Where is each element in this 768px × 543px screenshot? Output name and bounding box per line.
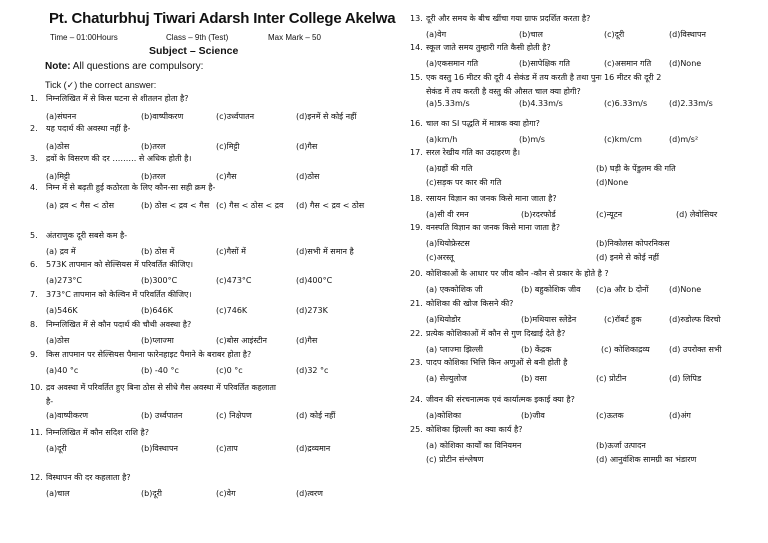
answer-option[interactable]: (c)सड़क पर कार की गति bbox=[426, 178, 502, 187]
question bbox=[410, 14, 590, 24]
question-text: जीवन की संरचनात्मक एवं कार्यात्मक इकाई क्या है? bbox=[426, 395, 575, 404]
question bbox=[410, 329, 565, 339]
answer-option[interactable]: (d) लिपिड bbox=[669, 374, 702, 383]
question-number: 19. bbox=[410, 223, 423, 232]
answer-option[interactable]: (c)अरस्तू bbox=[426, 253, 454, 262]
answer-option[interactable]: (d) गैस < द्रव < ठोस bbox=[296, 201, 365, 210]
question-number: 22. bbox=[410, 329, 423, 338]
question-number: 3. bbox=[30, 154, 38, 163]
answer-option[interactable]: (a)km/h bbox=[426, 135, 458, 144]
answer-option[interactable]: (a) द्रव < गैस < ठोस bbox=[46, 201, 115, 210]
answer-option[interactable]: (c)473°C bbox=[216, 276, 252, 285]
question bbox=[30, 428, 149, 438]
answer-option[interactable]: (a)थियोफ्रेस्टस bbox=[426, 239, 470, 248]
question-text: यह पदार्थ की अवस्था नहीं है- bbox=[46, 124, 131, 133]
question-text: एक वस्तु 16 मीटर की दूरी 4 सेकंड में तय करती है तथा पुनः 16 मीटर की दूरी 2 bbox=[426, 73, 662, 82]
question-number: 7. bbox=[30, 290, 38, 299]
answer-option[interactable]: (b)रदरफोर्ड bbox=[521, 210, 556, 219]
answer-option[interactable]: (b) ठोस < द्रव < गैस bbox=[141, 201, 210, 210]
max-mark: Max Mark – 50 bbox=[268, 33, 321, 42]
question bbox=[410, 73, 661, 83]
answer-option[interactable]: (c)746K bbox=[216, 306, 248, 315]
question bbox=[30, 290, 192, 300]
option-row bbox=[426, 178, 756, 188]
question-number: 18. bbox=[410, 194, 423, 203]
question bbox=[410, 119, 540, 129]
question-text: वनस्पति विज्ञान का जनक किसे माना जाता है? bbox=[426, 223, 560, 232]
option-row bbox=[46, 489, 386, 499]
answer-option[interactable]: (d)इनमें से कोई नहीं bbox=[296, 112, 357, 121]
question-text: द्रवों के विसरण की दर ……… से अधिक होती है। bbox=[46, 154, 192, 163]
answer-option[interactable]: (a)546K bbox=[46, 306, 78, 315]
question-number: 24. bbox=[410, 395, 423, 404]
question bbox=[30, 124, 130, 134]
question-number: 13. bbox=[410, 14, 423, 23]
answer-option[interactable]: (d)None bbox=[596, 178, 629, 187]
question-text: निम्नलिखित में से कौन पदार्थ की चौथी अवस्था है? bbox=[46, 320, 192, 329]
option-row bbox=[426, 239, 756, 249]
question-number: 20. bbox=[410, 269, 423, 278]
question-text: अंतराणुक दूरी सबसे कम है- bbox=[46, 231, 128, 240]
answer-option[interactable]: (d)400°C bbox=[296, 276, 333, 285]
option-row bbox=[426, 30, 766, 40]
answer-option[interactable]: (c)मिट्टी bbox=[216, 142, 240, 151]
answer-option[interactable]: (c)ऊतक bbox=[596, 411, 624, 420]
question-text: दूरी और समय के बीच खींचा गया ग्राफ प्रदर्शित करता है? bbox=[426, 14, 591, 23]
question-number: 4. bbox=[30, 183, 38, 192]
question-text-continued: है- bbox=[46, 397, 54, 406]
question bbox=[410, 299, 513, 309]
question bbox=[30, 320, 191, 330]
answer-option[interactable]: (d)द्रव्यमान bbox=[296, 444, 331, 453]
answer-option[interactable]: (d)2.33m/s bbox=[669, 99, 713, 108]
answer-option[interactable]: (c)उर्ध्वपातन bbox=[216, 112, 255, 121]
question-number: 2. bbox=[30, 124, 38, 133]
answer-option[interactable]: (c) कोशिकाद्रव्य bbox=[601, 345, 650, 354]
question-number: 16. bbox=[410, 119, 423, 128]
question-number: 21. bbox=[410, 299, 423, 308]
answer-option[interactable]: (c)km/cm bbox=[604, 135, 642, 144]
answer-option[interactable]: (a)चाल bbox=[46, 489, 70, 498]
answer-option[interactable]: (b)जीव bbox=[521, 411, 545, 420]
answer-option[interactable]: (b)प्लाज्मा bbox=[141, 336, 174, 345]
question-text: सरल रेखीय गति का उदाहरण है। bbox=[426, 148, 520, 157]
note-text: All questions are compulsory: bbox=[72, 61, 204, 72]
answer-option[interactable]: (b)646K bbox=[141, 306, 173, 315]
option-row bbox=[426, 210, 766, 220]
answer-option[interactable]: (c)असमान गति bbox=[604, 59, 652, 68]
option-row bbox=[426, 99, 766, 109]
question bbox=[30, 473, 131, 483]
question bbox=[410, 194, 557, 204]
option-row bbox=[46, 201, 386, 211]
option-row bbox=[46, 336, 386, 346]
answer-option[interactable]: (b)तरल bbox=[141, 172, 166, 181]
answer-option[interactable]: (c)0 °c bbox=[216, 366, 243, 375]
question-number: 10. bbox=[30, 383, 43, 392]
answer-option[interactable]: (b) ठोस में bbox=[141, 247, 175, 256]
note-label: Note: bbox=[45, 61, 71, 72]
answer-option[interactable]: (a) प्लाज्मा झिल्ली bbox=[426, 345, 483, 354]
answer-option[interactable]: (a)सी वी रमन bbox=[426, 210, 469, 219]
question bbox=[30, 383, 276, 393]
answer-option[interactable]: (c)ताप bbox=[216, 444, 238, 453]
question-number: 17. bbox=[410, 148, 423, 157]
answer-option[interactable]: (b) -40 °c bbox=[141, 366, 179, 375]
answer-option[interactable]: (b) वसा bbox=[521, 374, 547, 383]
option-row bbox=[46, 276, 386, 286]
answer-option[interactable]: (c)वेग bbox=[216, 489, 236, 498]
answer-option[interactable]: (d)सभी में समान है bbox=[296, 247, 354, 256]
answer-option[interactable]: (b)मथियास स्लेडेन bbox=[521, 315, 577, 324]
answer-option[interactable]: (a)ठोस bbox=[46, 142, 70, 151]
option-row bbox=[46, 411, 386, 421]
option-row bbox=[426, 59, 766, 69]
option-row bbox=[46, 142, 386, 152]
answer-option[interactable]: (a) एककोशिक जी bbox=[426, 285, 483, 294]
answer-option[interactable]: (c) निक्षेपण bbox=[216, 411, 252, 420]
answer-option[interactable]: (a)मिट्टी bbox=[46, 172, 70, 181]
answer-option[interactable]: (b) बहुकोशिक जीव bbox=[521, 285, 581, 294]
question bbox=[410, 358, 567, 368]
answer-option[interactable]: (d)ठोस bbox=[296, 172, 320, 181]
answer-option[interactable]: (d)विस्थापन bbox=[669, 30, 706, 39]
question-text: चाल का SI पद्धति में मात्रक क्या होगा? bbox=[426, 119, 540, 128]
question bbox=[30, 154, 191, 164]
question-text: 573K तापमान को सेल्सियस में परिवर्तित कीजिए। bbox=[46, 260, 194, 269]
answer-option[interactable]: (a)273°C bbox=[46, 276, 82, 285]
answer-option[interactable]: (b)वाष्पीकरण bbox=[141, 112, 184, 121]
answer-option[interactable]: (b)m/s bbox=[519, 135, 545, 144]
question bbox=[410, 223, 560, 233]
answer-option[interactable]: (c)गैसों में bbox=[216, 247, 246, 256]
question bbox=[30, 183, 215, 193]
answer-option[interactable]: (b)4.33m/s bbox=[519, 99, 563, 108]
question bbox=[30, 260, 193, 270]
option-row bbox=[46, 247, 386, 257]
question-text: द्रव अवस्था में परिवर्तित हुए बिना ठोस से सीधे गैस अवस्था में परिवर्तित कहलाता bbox=[46, 383, 276, 392]
answer-option[interactable]: (b)सापेक्षिक गति bbox=[519, 59, 570, 68]
option-row bbox=[426, 345, 766, 355]
exam-time: Time – 01:00Hours bbox=[50, 33, 118, 42]
question bbox=[410, 269, 609, 279]
question-text: कोशिकाओं के आधार पर जीव कौन -कौन से प्रकार के होते है ? bbox=[426, 269, 609, 278]
answer-option[interactable]: (c)न्यूटन bbox=[596, 210, 623, 219]
question-number: 1. bbox=[30, 94, 38, 103]
question-number: 14. bbox=[410, 43, 423, 52]
option-row bbox=[426, 164, 756, 174]
question bbox=[30, 350, 251, 360]
answer-option[interactable]: (a) द्रव में bbox=[46, 247, 76, 256]
answer-option[interactable]: (b)चाल bbox=[519, 30, 543, 39]
question bbox=[410, 43, 551, 53]
answer-option[interactable]: (a)5.33m/s bbox=[426, 99, 470, 108]
option-row bbox=[46, 444, 386, 454]
answer-option[interactable]: (a)वाष्पीकरण bbox=[46, 411, 89, 420]
question-number: 5. bbox=[30, 231, 38, 240]
answer-option[interactable]: (b)300°C bbox=[141, 276, 178, 285]
answer-option[interactable]: (d)गैस bbox=[296, 336, 318, 345]
answer-option[interactable]: (a)ग्रहों की गति bbox=[426, 164, 473, 173]
answer-option[interactable]: (b) घड़ी के पेंडुलम की गति bbox=[596, 164, 676, 173]
question-text: प्रत्येक कोशिकाओं में कौन से गुण दिखाई देते है? bbox=[426, 329, 566, 338]
answer-option[interactable]: (a)एकसमान गति bbox=[426, 59, 479, 68]
answer-option[interactable]: (d) कोई नहीं bbox=[296, 411, 336, 420]
question-text: स्कूल जाते समय तुम्हारी गति कैसी होती है? bbox=[426, 43, 551, 52]
answer-option[interactable]: (c) प्रोटीन संश्लेषण bbox=[426, 455, 484, 464]
option-row bbox=[426, 441, 756, 451]
question bbox=[30, 231, 127, 241]
answer-option[interactable]: (a)संघनन bbox=[46, 112, 77, 121]
option-row bbox=[426, 374, 766, 384]
question bbox=[410, 425, 522, 435]
option-row bbox=[426, 285, 766, 295]
answer-option[interactable]: (a)ठोस bbox=[46, 336, 70, 345]
answer-option[interactable]: (d)अंग bbox=[669, 411, 691, 420]
option-row bbox=[426, 455, 756, 465]
answer-option[interactable]: (b) केंद्रक bbox=[521, 345, 552, 354]
answer-option[interactable]: (b)ऊर्जा उत्पादन bbox=[596, 441, 646, 450]
question bbox=[410, 395, 575, 405]
answer-option[interactable]: (d)त्वरण bbox=[296, 489, 323, 498]
instruction: Tick (✓) the correct answer: bbox=[45, 80, 157, 90]
question-text: कोशिका झिल्ली का क्या कार्य है? bbox=[426, 425, 523, 434]
option-row bbox=[46, 306, 386, 316]
question-number: 11. bbox=[30, 428, 43, 437]
answer-option[interactable]: (d)गैस bbox=[296, 142, 318, 151]
answer-option[interactable]: (c)गैस bbox=[216, 172, 237, 181]
answer-option[interactable]: (a)कोशिका bbox=[426, 411, 462, 420]
question-text: विस्थापन की दर कहलाता है? bbox=[46, 473, 131, 482]
question-text: किस तापमान पर सेल्सियस पैमाना फारेनहाइट पैमाने के बराबर होता है? bbox=[46, 350, 252, 359]
option-row bbox=[426, 135, 766, 145]
question-text: 373°C तापमान को केल्विन में परिवर्तित कीजिए। bbox=[46, 290, 192, 299]
answer-option[interactable]: (c)6.33m/s bbox=[604, 99, 648, 108]
answer-option[interactable]: (c) गैस < ठोस < द्रव bbox=[216, 201, 284, 210]
school-name: Pt. Chaturbhuj Tiwari Adarsh Inter College Akelwa bbox=[49, 10, 396, 27]
answer-option[interactable]: (d)32 °c bbox=[296, 366, 329, 375]
question-number: 9. bbox=[30, 350, 38, 359]
question-text-continued: सेकंड में तय करती है वस्तु की औसत चाल क्या होगी? bbox=[426, 87, 581, 96]
answer-option[interactable]: (a)थियोडोर bbox=[426, 315, 461, 324]
answer-option[interactable]: (d) इनमे से कोई नहीं bbox=[596, 253, 659, 262]
question bbox=[410, 148, 520, 158]
question-number: 8. bbox=[30, 320, 38, 329]
note bbox=[45, 61, 203, 72]
answer-option[interactable]: (d)None bbox=[669, 59, 702, 68]
answer-option[interactable]: (a)40 °c bbox=[46, 366, 79, 375]
question-text: निम्न में से बढ़ती हुई कठोरता के लिए कौन-सा सही क्रम है- bbox=[46, 183, 216, 192]
question-number: 23. bbox=[410, 358, 423, 367]
answer-option[interactable]: (a)दूरी bbox=[46, 444, 67, 453]
question-number: 25. bbox=[410, 425, 423, 434]
option-row bbox=[46, 366, 386, 376]
answer-option[interactable]: (b) उर्ध्वपातन bbox=[141, 411, 183, 420]
answer-option[interactable]: (a) कोशिका कार्यों का विनियमन bbox=[426, 441, 522, 450]
subject-title: Subject – Science bbox=[149, 45, 239, 57]
answer-option[interactable]: (a) सेल्युलोज bbox=[426, 374, 467, 383]
option-row bbox=[426, 411, 766, 421]
answer-option[interactable]: (d)273K bbox=[296, 306, 328, 315]
option-row bbox=[426, 315, 766, 325]
question-text: निम्नलिखित में कौन सदिश राशि है? bbox=[46, 428, 149, 437]
answer-option[interactable]: (d) उपरोक्त सभी bbox=[669, 345, 722, 354]
exam-class: Class – 9th (Test) bbox=[166, 33, 229, 42]
question-number: 6. bbox=[30, 260, 38, 269]
answer-option[interactable]: (d)m/s² bbox=[669, 135, 699, 144]
answer-option[interactable]: (c)बोस आइंस्टीन bbox=[216, 336, 267, 345]
answer-option[interactable]: (c)दूरी bbox=[604, 30, 625, 39]
question-number: 12. bbox=[30, 473, 43, 482]
answer-option[interactable]: (a)वेग bbox=[426, 30, 447, 39]
question-number: 15. bbox=[410, 73, 423, 82]
answer-option[interactable]: (b)निकोलस कोपरनिकस bbox=[596, 239, 670, 248]
answer-option[interactable]: (c) प्रोटीन bbox=[596, 374, 627, 383]
answer-option[interactable]: (b)विस्थापन bbox=[141, 444, 178, 453]
answer-option[interactable]: (c)a और b दोनों bbox=[596, 285, 649, 294]
question bbox=[30, 94, 189, 104]
option-row bbox=[426, 253, 756, 263]
answer-option[interactable]: (d) लेवोसियर bbox=[676, 210, 718, 219]
option-row bbox=[46, 172, 386, 182]
question-text: निम्नलिखित में से किस घटना से शीतलन होता है? bbox=[46, 94, 189, 103]
answer-option[interactable]: (b)दूरी bbox=[141, 489, 162, 498]
option-row bbox=[46, 112, 386, 122]
question-text: पादप कोशिका भित्ति किन अणुओं से बनी होती है bbox=[426, 358, 568, 367]
answer-option[interactable]: (d) आनुवंशिक सामग्री का भंडारण bbox=[596, 455, 697, 464]
answer-option[interactable]: (d)None bbox=[669, 285, 702, 294]
answer-option[interactable]: (d)रुडोल्फ विरचो bbox=[669, 315, 721, 324]
question-text: कोशिका की खोज किसने की? bbox=[426, 299, 514, 308]
answer-option[interactable]: (c)रॉबर्ट हुक bbox=[604, 315, 642, 324]
question-text: रसायन विज्ञान का जनक किसे माना जाता है? bbox=[426, 194, 557, 203]
answer-option[interactable]: (b)तरल bbox=[141, 142, 166, 151]
